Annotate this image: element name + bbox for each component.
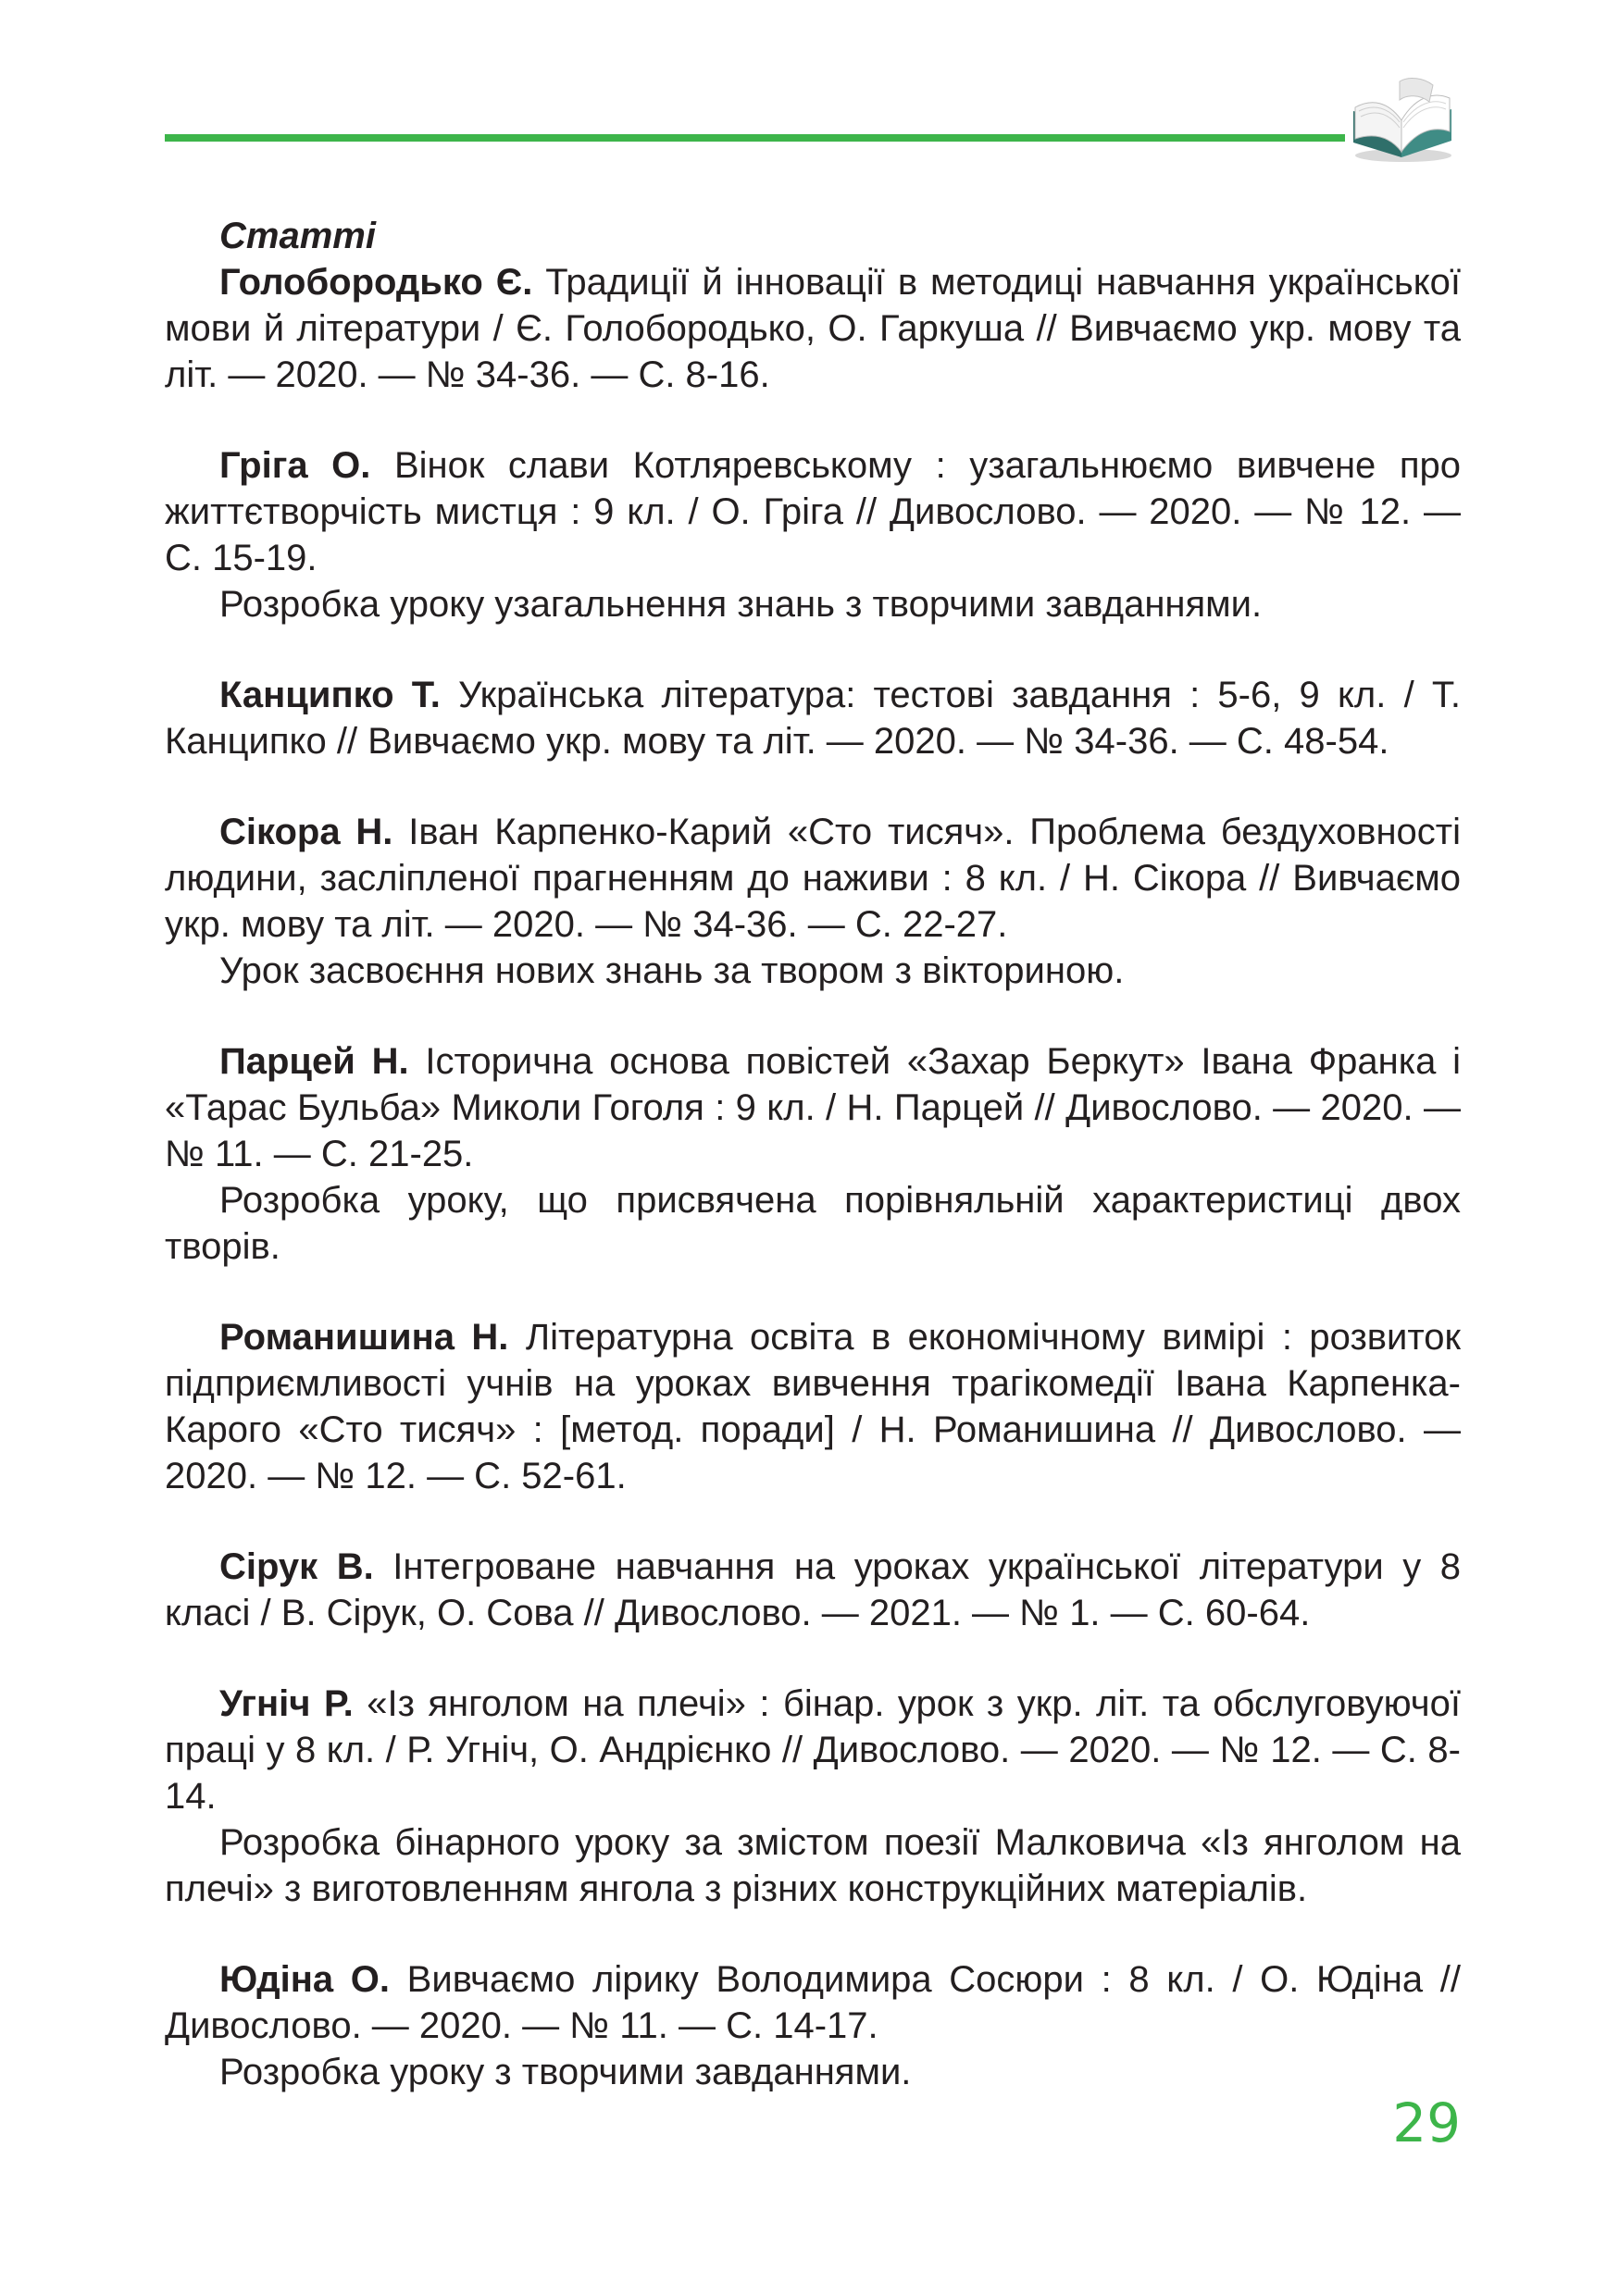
citation [165,1956,1461,2049]
bibliography-entry [165,1956,1461,2095]
citation-text: «Із янголом на плечі» : бінар. урок з укр. літ. та обслуговуючої праці у 8 кл. / Р. Угніч, О. Андрієнко // Дивослово. — 2020. — № 12. — С. 8-14. [165,1683,1461,1817]
bibliography-entry [165,442,1461,627]
author-name: Сірук В. [219,1546,374,1587]
section-heading: Статті [219,216,376,256]
bibliography-entry [165,809,1461,994]
citation [165,1314,1461,1499]
open-book-icon [1340,74,1461,167]
citation-text: Вінок слави Котляревському : узагальнюємо вивчене про життєтворчість мистця : 9 кл. / О. Гріга // Дивослово. — 2020. — № 12. — С. 15-19. [165,445,1462,578]
citation-text: Літературна освіта в економічному вимірі : розвиток підприємливості учнів на уроках вивчення трагікомедії Івана Карпенка-Карого «Сто тисяч» : [метод. поради] / Н. Романишина // Дивослово. — 2020. — № 12. — С. 52-61. [165,1317,1461,1496]
citation [165,809,1461,948]
author-name: Голобородько Є. [219,262,533,303]
annotation: Розробка уроку з творчими завданнями. [219,2052,912,2092]
citation-text: Іван Карпенко-Карий «Сто тисяч». Проблема бездуховності людини, засліпленої прагненням до наживи : 8 кл. / Н. Сікора // Вивчаємо укр. мову та літ. — 2020. — № 34-36. — С. 22-27. [165,812,1461,945]
bibliography-entry [165,1544,1461,1636]
annotation: Розробка уроку узагальнення знань з творчими завданнями. [219,584,1263,625]
citation [165,1681,1461,1819]
citation [165,672,1461,764]
citation-text: Вивчаємо лірику Володимира Сосюри : 8 кл. / О. Юдіна // Дивослово. — 2020. — № 11. — С. 14-17. [165,1959,1461,2046]
annotation: Урок засвоєння нових знань за твором з вікториною. [219,950,1125,991]
author-name: Сікора Н. [219,812,393,852]
bibliography-entry [165,259,1461,398]
bibliography-entry [165,1314,1461,1499]
author-name: Парцей Н. [219,1041,409,1082]
citation [165,1038,1461,1177]
author-name: Гріга О. [219,445,371,486]
citation-text: Традиції й інновації в методиці навчання української мови й літератури / Є. Голобородько, О. Гаркуша // Вивчаємо укр. мову та літ. — 2020. — № 34-36. — С. 8-16. [165,262,1462,395]
page-number: 29 [1392,2091,1461,2154]
author-name: Юдіна О. [219,1959,391,2000]
author-name: Романишина Н. [219,1317,509,1358]
header-rule [165,134,1345,142]
bibliography-entry [165,672,1461,764]
bibliography-entry [165,1038,1461,1270]
citation [165,1544,1461,1636]
annotation: Розробка уроку, що присвячена порівняльній характеристиці двох творів. [165,1180,1461,1267]
bibliography-entry [165,1681,1461,1912]
author-name: Канципко Т. [219,675,441,715]
citation [165,259,1461,398]
citation-text: Українська література: тестові завдання : 5-6, 9 кл. / Т. Канципко // Вивчаємо укр. мову та літ. — 2020. — № 34-36. — С. 48-54. [165,675,1461,762]
citation-text: Історична основа повістей «Захар Беркут» Івана Франка і «Тарас Бульба» Миколи Гоголя : 9 кл. / Н. Парцей // Дивослово. — 2020. — № 11. — С. 21-25. [165,1041,1461,1174]
citation-text: Інтегроване навчання на уроках української літератури у 8 класі / В. Сірук, О. Сова // Дивослово. — 2021. — № 1. — С. 60-64. [165,1546,1461,1633]
citation [165,442,1461,581]
annotation: Розробка бінарного уроку за змістом поезії Малковича «Із янголом на плечі» з виготовленням янгола з різних конструкційних матеріалів. [165,1822,1461,1909]
author-name: Угніч Р. [219,1683,354,1724]
bibliography [165,213,1461,2140]
